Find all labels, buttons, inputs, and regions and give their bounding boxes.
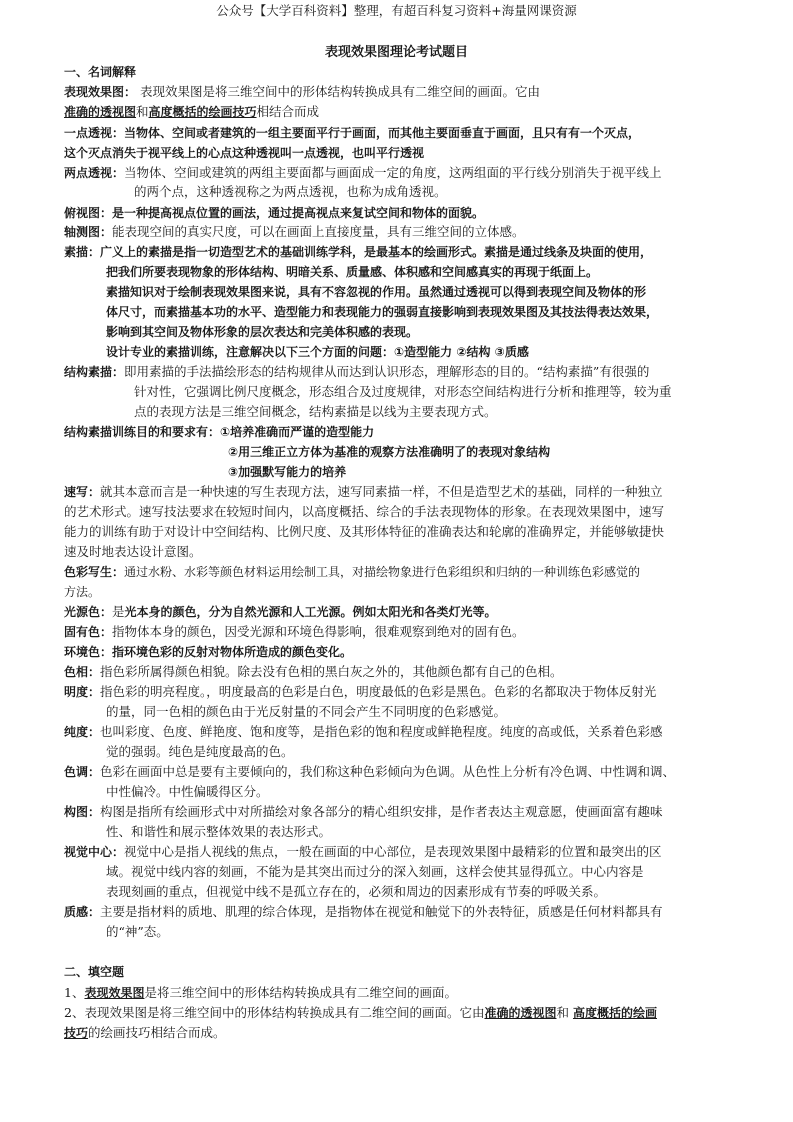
term-colon: ：: [112, 166, 125, 180]
list-item: ②用三维正立方体为基准的观察方法准确明了的表现对象结构: [228, 445, 551, 459]
term-colon: ：: [112, 126, 125, 140]
definition-text: 表现效果图是将三维空间中的形体结构转换成具有二维空间的画面。它由: [140, 84, 541, 99]
term-label: 俯视图: [64, 206, 101, 220]
question-text: 表现效果图是将三维空间中的形体结构转换成具有二维空间的画面。它由: [84, 1005, 485, 1020]
term-colon: ：: [88, 485, 101, 499]
term-colon: ：: [88, 665, 101, 679]
term-row-mingdu: [64, 682, 656, 702]
term-row-sediao: [64, 762, 675, 782]
definition-line: 把我们所要表现物象的形体结构、明暗关系、质量感、体积感和空间感真实的再现于纸面上。: [106, 265, 599, 279]
definition-text: 就其本意而言是一种快速的写生表现方法，速写同素描一样，不但是造型艺术的基础，同样的一种独立: [100, 484, 663, 499]
underlined-answer: 技巧: [64, 1026, 89, 1040]
term-label: 结构素描: [64, 365, 113, 379]
definition-text: 指环境色彩的反射对物体所造成的颜色变化。: [112, 645, 353, 659]
term-label: 环境色: [64, 645, 101, 659]
term-colon: ：: [88, 905, 101, 919]
term-label: 色彩写生: [64, 565, 113, 579]
term-row-guyou: [64, 622, 525, 642]
question-2: [64, 1003, 657, 1023]
term-label: 轴测图: [64, 225, 101, 239]
term-row-shijue: [64, 842, 662, 862]
definition-line: 的艺术形式。速写技法要求在较短时间内，以高度概括、综合的手法表现物体的形象。在表现效果图中，速写: [64, 504, 665, 519]
term-label: 构图: [64, 805, 89, 819]
connector-text: 和: [556, 1005, 573, 1020]
term-row-jiegou: [64, 362, 649, 382]
term-label: 一点透视: [64, 126, 113, 140]
definition-text: 通过水粉、水彩等颜色材料运用绘制工具，对描绘物象进行色彩组织和归纳的一种训练色彩感觉的: [124, 565, 641, 579]
definition-line: 速及时地表达设计意图。: [64, 544, 202, 559]
term-colon: ：: [112, 365, 125, 379]
definition-line: 设计专业的素描训练，注意解决以下三个方面的问题：①造型能力 ②结构 ③质感: [106, 345, 529, 359]
underlined-answer: 表现效果图: [84, 986, 145, 1000]
term-label: 色相: [64, 665, 89, 679]
question-number: 2、: [64, 1005, 85, 1020]
term-label: 质感: [64, 905, 89, 919]
term-colon: ：: [112, 845, 125, 859]
definition-text: 指物体本身的颜色，因受光源和环境色得影响，很难观察到绝对的固有色。: [112, 624, 525, 639]
term-row-huanjing: [64, 642, 352, 662]
term-colon: ：: [88, 245, 101, 259]
definition-line: 针对性，它强调比例尺度概念，形态组合及过度规律，对形态空间结构进行分析和推理等，较为重: [134, 384, 672, 399]
definition-line: 这个灭点消失于视平线上的心点这种透视叫一点透视，也叫平行透视: [64, 146, 425, 160]
term-row-secai: [64, 562, 640, 582]
term-colon: ：: [100, 206, 113, 220]
definition-line: 的量，同一色相的颜色由于光反射量的不同会产生不同明度的色彩感觉。: [106, 704, 507, 719]
definition-line: 方法。: [64, 585, 101, 599]
term-label: 视觉中心: [64, 845, 113, 859]
term-label: 素描: [64, 245, 89, 259]
definition-text: 广义上的素描是指一切造型艺术的基础训练学科，是最基本的绘画形式。素描是通过线条及块面的使用，: [100, 245, 653, 259]
term-row-zhoucetu: [64, 222, 525, 242]
question-number: 1、: [64, 985, 85, 1000]
term-colon: ：: [100, 625, 113, 639]
term-row-chundu: [64, 722, 663, 742]
definition-line: 点的表现方法是三维空间概念，结构素描是以线为主要表现方式。: [134, 404, 497, 419]
term-label: 明度: [64, 685, 89, 699]
question-text: 是将三维空间中的形体结构转换成具有二维空间的画面。: [144, 985, 457, 1000]
term-label: 色调: [64, 765, 89, 779]
definition-line: 中性偏冷。中性偏暖得区分。: [106, 784, 269, 799]
term-colon: ：: [100, 225, 113, 239]
definition-line: 表现刻画的重点，但视觉中线不是孤立存在的，必须和周边的因素形成有节奏的呼吸关系。: [106, 884, 607, 899]
definition-text: 是一种提高视点位置的画法，通过提高视点来复试空间和物体的面貌。: [112, 206, 485, 220]
page-title: 表现效果图理论考试题目: [324, 45, 468, 60]
definition-text: 指色彩的明亮程度。，明度最高的色彩是白色，明度最低的色彩是黑色。色彩的名都取决于物体反射光: [100, 684, 657, 699]
definition-line: 的“神”态。: [106, 924, 169, 939]
definition-text: 能表现空间的真实尺度，可以在画面上直接度量，具有三维空间的立体感。: [112, 224, 525, 239]
term-label: 两点透视: [64, 166, 113, 180]
term-row-fushi: [64, 203, 484, 223]
definition-text: 即用素描的手法描绘形态的结构规律从而达到认识形态，理解形态的目的。“结构素描”有很强的: [124, 364, 650, 379]
term-row-biaoxian-cont: [64, 102, 319, 122]
question-text: 的绘画技巧相结合而成。: [88, 1025, 226, 1040]
term-row-guangyuan: [64, 602, 497, 622]
term-colon: ：: [100, 645, 113, 659]
definition-line: 域。视觉中线内容的刻画，不能为是其突出而过分的深入刻画，这样会使其显得孤立。中心内容是: [106, 864, 644, 879]
question-2-cont: [64, 1023, 226, 1043]
term-label: 固有色: [64, 625, 101, 639]
definition-text: 光本身的颜色，分为自然光源和人工光源。例如太阳光和各类灯光等。: [124, 605, 497, 619]
page-header: 公众号【大学百科资料】整理，有超百科复习资料+海量网课资源: [216, 3, 577, 18]
definition-text: 相结合而成: [256, 104, 320, 119]
list-item: ③加强默写能力的培养: [228, 465, 347, 479]
connector-text: 和: [136, 104, 149, 119]
term-row-liangdian: [64, 163, 662, 183]
definition-text: 色彩在画面中总是要有主要倾向的，我们称这种色彩倾向为色调。从色性上分析有冷色调、中性调和调、: [100, 764, 676, 779]
term-label: 速写: [64, 485, 89, 499]
definition-line: 能力的训练有助于对设计中空间结构、比例尺度、及其形体特征的准确表达和轮廓的准确界定，并能够敏捷快: [64, 524, 665, 539]
term-row-sexiang: [64, 662, 563, 682]
definition-text: 也叫彩度、色度、鲜艳度、饱和度等，是指色彩的饱和程度或鲜艳程度。纯度的高或低，关系着色彩感: [100, 724, 663, 739]
definition-line: 觉的强弱。纯色是纯度最高的色。: [106, 744, 294, 759]
term-colon: ：: [88, 725, 101, 739]
definition-text: 构图是指所有绘画形式中对所描绘对象各部分的精心组织安排，是作者表达主观意愿，使画面富有趣味: [100, 804, 663, 819]
definition-line: 的两个点，这种透视称之为两点透视，也称为成角透视。: [134, 184, 447, 199]
term-colon: ：: [112, 565, 125, 579]
definition-prefix: 是: [112, 604, 125, 619]
definition-text: 指色彩所属得颜色相貌。除去没有色相的黑白灰之外的，其他颜色都有自己的色相。: [100, 664, 563, 679]
definition-text: 当物体、空间或者建筑的一组主要面平行于画面，而其他主要面垂直于画面，且只有有一个灭点，: [124, 126, 641, 140]
term-label: 表现效果图: [64, 85, 125, 99]
underlined-answer: 准确的透视图: [64, 105, 137, 119]
term-row-zhigan: [64, 902, 663, 922]
term-colon: ：: [124, 85, 137, 99]
definition-text: 当物体、空间或建筑的两组主要面都与画面成一定的角度，这两组面的平行线分别消失于视平线上: [124, 165, 662, 180]
term-row-biaoxian: [64, 82, 540, 102]
section1-heading: 一、名词解释: [64, 65, 137, 79]
section2-heading: 二、填空题: [64, 965, 125, 979]
list-item: ①培养准确而严谨的造型能力: [220, 425, 375, 439]
term-colon: ：: [88, 765, 101, 779]
definition-text: 主要是指材料的质地、肌理的综合体现，是指物体在视觉和触觉下的外表特征，质感是任何材料都具有: [100, 904, 663, 919]
underlined-answer: 高度概括的绘画: [572, 1006, 657, 1020]
definition-line: 体尺寸，而素描基本功的水平、造型能力和表现能力的强弱直接影响到表现效果图及其技法得表达效果，: [106, 305, 659, 319]
underlined-answer: 高度概括的绘画技巧: [148, 105, 257, 119]
term-colon: ：: [88, 805, 101, 819]
term-row-xunlian: [64, 422, 374, 442]
term-row-goutu: [64, 802, 663, 822]
term-row-suxie: [64, 482, 663, 502]
term-row-yidian: [64, 123, 640, 143]
term-label: 纯度: [64, 725, 89, 739]
term-label: 结构素描训练目的和要求有：: [64, 425, 221, 439]
term-colon: ：: [100, 605, 113, 619]
definition-line: 性、和谐性和展示整体效果的表达形式。: [106, 824, 332, 839]
term-label: 光源色: [64, 605, 101, 619]
term-row-sumiao: [64, 242, 652, 262]
definition-text: 视觉中心是指人视线的焦点，一般在画面的中心部位，是表现效果图中最精彩的位置和最突出的区: [124, 844, 662, 859]
question-1: [64, 983, 457, 1003]
term-colon: ：: [88, 685, 101, 699]
definition-line: 素描知识对于绘制表现效果图来说，具有不容忽视的作用。虽然通过透视可以得到表现空间及物体的形: [106, 285, 647, 299]
definition-line: 影响到其空间及物体形象的层次表达和完美体积感的表现。: [106, 325, 419, 339]
underlined-answer: 准确的透视图: [484, 1006, 557, 1020]
